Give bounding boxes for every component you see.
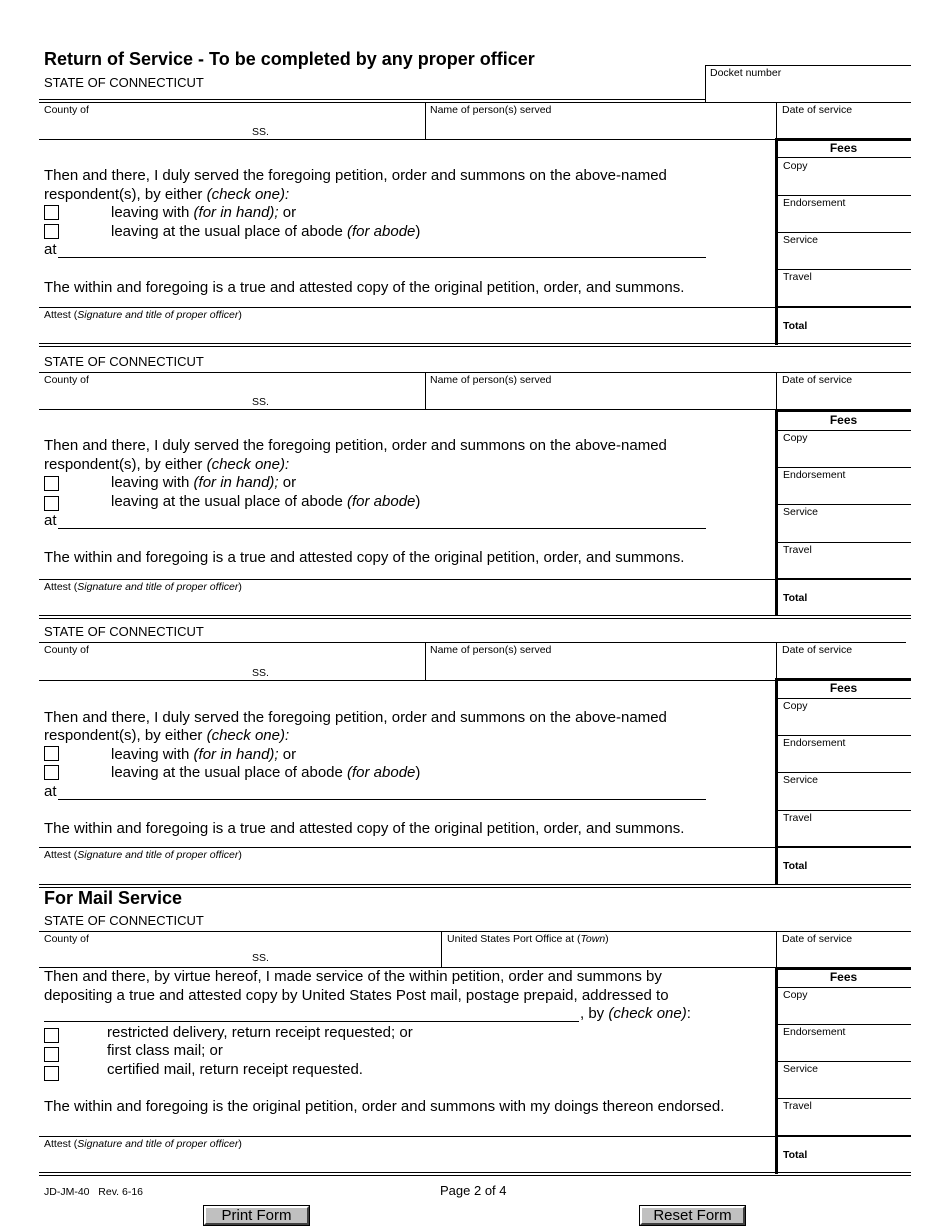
option-in-hand-label: leaving with (for in hand); or [111,474,297,491]
county-label: County of [44,933,89,945]
date-of-service-label: Date of service [782,644,853,656]
checkbox-in-hand[interactable] [44,205,59,220]
option-first-class-label: first class mail; or [107,1042,223,1059]
option-abode-label: leaving at the usual place of abode (for abode) [111,223,421,240]
date-of-service-label: Date of service [782,374,853,386]
option-abode-label: leaving at the usual place of abode (for abode) [111,764,421,781]
attested-copy-text: The within and foregoing is a true and attested copy of the original petition, order, and summons. [44,549,685,566]
county-field[interactable] [44,386,244,406]
served-text-line1: Then and there, I duly served the foregoing petition, order and summons on the above-named [44,437,667,454]
fee-travel-field[interactable] [845,552,905,572]
state-label: STATE OF CONNECTICUT [44,354,204,369]
mail-text-line2: depositing a true and attested copy by United States Post mail, postage prepaid, addressed to [44,987,669,1004]
checkbox-abode[interactable] [44,765,59,780]
attest-signature-field[interactable] [44,861,764,881]
date-of-service-field[interactable] [782,656,907,676]
page-number: Page 2 of 4 [440,1183,507,1198]
fee-total-field[interactable] [845,315,905,335]
at-label: at [44,241,57,258]
checkbox-in-hand[interactable] [44,476,59,491]
name-served-field[interactable] [430,656,770,676]
attested-copy-text: The within and foregoing is a true and attested copy of the original petition, order, and summons. [44,279,685,296]
fees-heading: Fees [829,141,858,155]
name-served-field[interactable] [430,116,770,136]
section-divider [39,343,911,347]
fee-total-label: Total [783,320,808,332]
name-served-field[interactable] [430,386,770,406]
fee-total-field[interactable] [845,855,905,875]
state-label: STATE OF CONNECTICUT [44,624,204,639]
served-text-line1: Then and there, I duly served the foregoing petition, order and summons on the above-named [44,167,667,184]
ss-label: SS. [252,396,269,408]
fee-endorsement-label: Endorsement [783,737,846,749]
post-office-field[interactable] [447,945,772,965]
attest-label: Attest (Signature and title of proper officer) [44,849,242,861]
fee-travel-label: Travel [783,544,812,556]
attest-label: Attest (Signature and title of proper officer) [44,581,242,593]
fee-service-label: Service [783,1063,819,1075]
page-title: Return of Service - To be completed by any proper officer [44,49,535,69]
fee-endorsement-label: Endorsement [783,469,846,481]
checkbox-first-class[interactable] [44,1047,59,1062]
fees-heading: Fees [829,413,858,427]
served-text-line1: Then and there, I duly served the foregoing petition, order and summons on the above-named [44,709,667,726]
name-served-label: Name of person(s) served [430,374,552,386]
option-in-hand-label: leaving with (for in hand); or [111,204,297,221]
fee-service-label: Service [783,774,819,786]
at-label: at [44,783,57,800]
option-abode-label: leaving at the usual place of abode (for abode) [111,493,421,510]
fee-endorsement-label: Endorsement [783,197,846,209]
fee-service-field[interactable] [845,1071,905,1091]
address-field[interactable] [60,240,700,256]
county-field[interactable] [44,116,244,136]
fee-copy-label: Copy [783,432,808,444]
section-divider [39,615,911,619]
address-field[interactable] [60,511,700,527]
ss-label: SS. [252,126,269,138]
date-of-service-label: Date of service [782,104,853,116]
checkbox-abode[interactable] [44,224,59,239]
county-label: County of [44,104,89,116]
docket-number-label: Docket number [710,67,782,79]
name-served-label: Name of person(s) served [430,104,552,116]
attest-label: Attest (Signature and title of proper officer) [44,309,242,321]
attested-copy-text: The within and foregoing is a true and attested copy of the original petition, order, and summons. [44,820,685,837]
fee-total-label: Total [783,860,808,872]
option-certified-mail-label: certified mail, return receipt requested. [107,1061,363,1078]
state-label: STATE OF CONNECTICUT [44,75,204,90]
fee-copy-label: Copy [783,160,808,172]
date-of-service-label: Date of service [782,933,853,945]
checkbox-in-hand[interactable] [44,746,59,761]
served-text-line2: respondent(s), by either (check one): [44,727,290,744]
fee-total-label: Total [783,1149,808,1161]
fee-travel-label: Travel [783,271,812,283]
served-text-line2: respondent(s), by either (check one): [44,456,290,473]
fee-service-field[interactable] [845,782,905,802]
name-served-label: Name of person(s) served [430,644,552,656]
fee-service-label: Service [783,234,819,246]
fee-travel-label: Travel [783,812,812,824]
county-label: County of [44,374,89,386]
served-text-line2: respondent(s), by either (check one): [44,186,290,203]
fee-travel-field[interactable] [845,820,905,840]
fee-travel-label: Travel [783,1100,812,1112]
county-label: County of [44,644,89,656]
print-form-button[interactable]: Print Form [204,1206,309,1225]
mail-text-line1: Then and there, by virtue hereof, I made service of the within petition, order and summons by [44,968,662,985]
option-restricted-delivery-label: restricted delivery, return receipt requested; or [107,1024,413,1041]
ss-label: SS. [252,952,269,964]
mail-service-heading: For Mail Service [44,888,183,908]
fee-endorsement-field[interactable] [845,1034,905,1054]
mailing-address-field[interactable] [46,1005,576,1020]
checkbox-abode[interactable] [44,496,59,511]
fee-travel-field[interactable] [845,1108,905,1128]
docket-number-field[interactable] [710,80,910,100]
option-in-hand-label: leaving with (for in hand); or [111,746,297,763]
address-field[interactable] [60,782,700,798]
county-field[interactable] [44,944,244,964]
fee-copy-field[interactable] [845,168,905,188]
fee-copy-field[interactable] [845,708,905,728]
attest-signature-field[interactable] [44,593,764,613]
original-summons-text: The within and foregoing is the original petition, order and summons with my doings thereon endorsed. [44,1098,725,1115]
checkbox-certified-mail[interactable] [44,1066,59,1081]
fee-endorsement-field[interactable] [845,477,905,497]
fee-copy-field[interactable] [845,997,905,1017]
date-of-service-field[interactable] [782,116,907,136]
fee-total-label: Total [783,592,808,604]
ss-label: SS. [252,667,269,679]
attest-signature-field[interactable] [44,321,764,341]
fees-heading: Fees [829,970,858,984]
fee-travel-field[interactable] [845,280,905,300]
state-label: STATE OF CONNECTICUT [44,913,204,928]
fee-service-field[interactable] [845,515,905,535]
date-of-service-field[interactable] [782,945,907,965]
fee-total-field[interactable] [845,587,905,607]
fee-copy-field[interactable] [845,440,905,460]
fee-endorsement-field[interactable] [845,745,905,765]
fee-endorsement-field[interactable] [845,205,905,225]
reset-form-button[interactable]: Reset Form [640,1206,745,1225]
attest-signature-field[interactable] [44,1150,764,1170]
fees-heading: Fees [829,681,858,695]
fee-copy-label: Copy [783,989,808,1001]
at-label: at [44,512,57,529]
fee-endorsement-label: Endorsement [783,1026,846,1038]
fee-copy-label: Copy [783,700,808,712]
attest-label: Attest (Signature and title of proper officer) [44,1138,242,1150]
fee-total-field[interactable] [845,1144,905,1164]
section-divider [39,1172,911,1176]
fee-service-label: Service [783,506,819,518]
date-of-service-field[interactable] [782,386,907,406]
mail-text-line3: , by (check one): [580,1005,691,1022]
form-id: JD-JM-40 Rev. 6-16 [44,1186,144,1198]
fee-service-field[interactable] [845,242,905,262]
post-office-label: United States Port Office at (Town) [447,933,609,945]
checkbox-restricted-delivery[interactable] [44,1028,59,1043]
county-field[interactable] [44,656,244,676]
